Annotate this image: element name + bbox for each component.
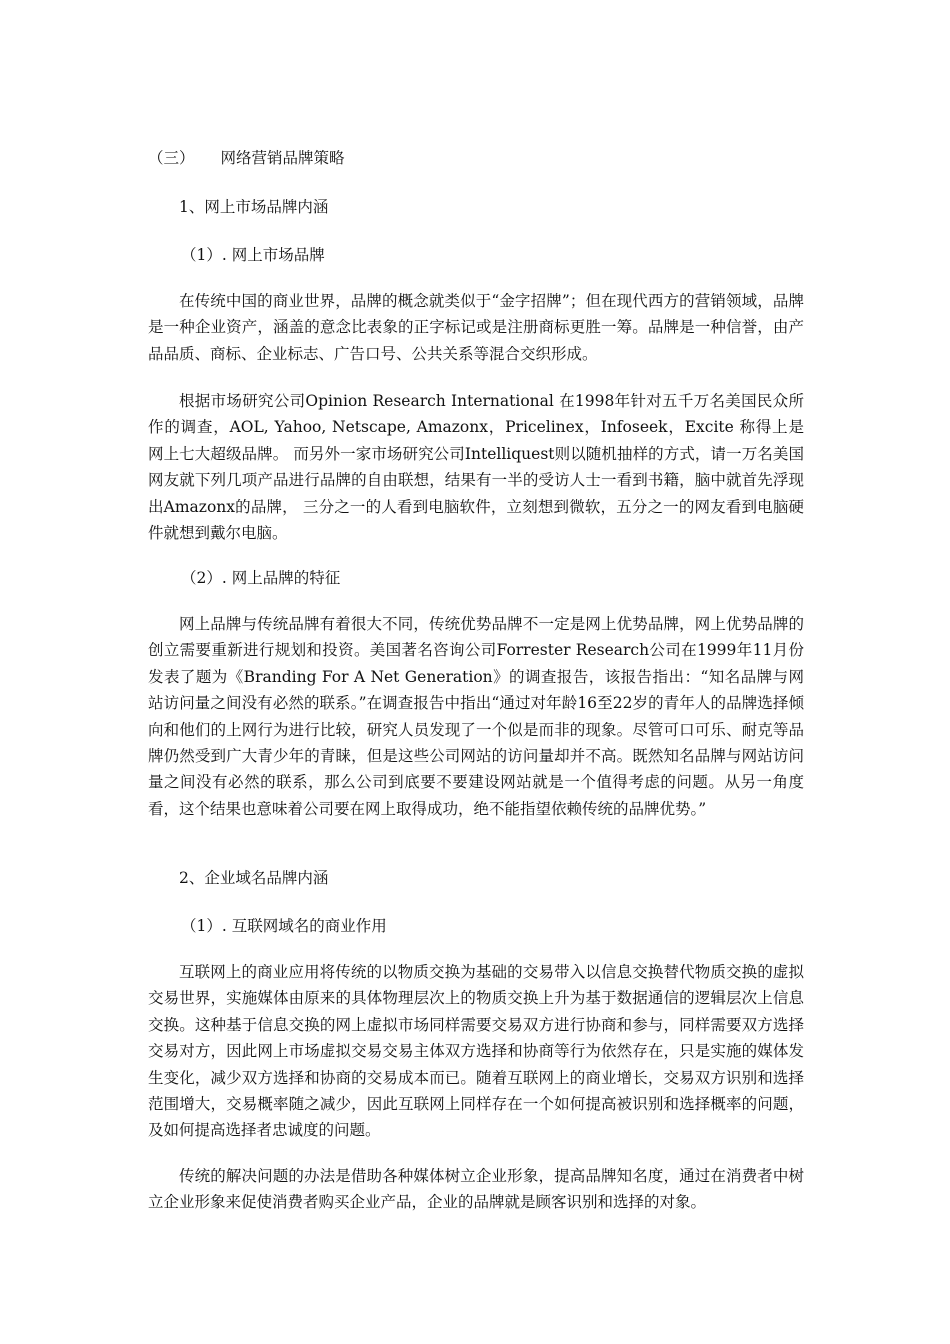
paragraph-4: 互联网上的商业应用将传统的以物质交换为基础的交易带入以信息交换替代物质交换的虚拟交易世界，实施媒体由原来的具体物理层次上的物质交换上升为基于数据通信的逻辑层次上信息交换。这种基于信息交换的网上虚拟市场同样需要交易双方进行协商和参与，同样需要双方选择交易对方，因此网上市场虚拟交易交易主体双方选择和协商等行为依然存在，只是实施的媒体发生变化，减少双方选择和协商的交易成本而已。随着互联网上的商业增长，交易双方识别和选择范围增大，交易概率随之减少，因此互联网上同样存在一个如何提高被识别和选择概率的问题，及如何提高选择者忠诚度的问题。 bbox=[148, 963, 804, 1140]
paragraph-5: 传统的解决问题的办法是借助各种媒体树立企业形象，提高品牌知名度，通过在消费者中树立企业形象来促使消费者购买企业产品，企业的品牌就是顾客识别和选择的对象。 bbox=[148, 1167, 804, 1212]
subheading-2: 2、企业域名品牌内涵 bbox=[179, 869, 329, 887]
paragraph-1: 在传统中国的商业世界，品牌的概念就类似于“金字招牌”；但在现代西方的营销领域，品牌是一种企业资产，涵盖的意念比表象的正字标记或是注册商标更胜一筹。品牌是一种信誉，由产品品质、商标、企业标志、广告口号、公共关系等混合交织形成。 bbox=[148, 292, 804, 363]
section-heading bbox=[148, 146, 345, 168]
section-number: （三） bbox=[148, 149, 195, 167]
subheading-2-1: （1）. 互联网域名的商业作用 bbox=[181, 917, 387, 935]
subheading-1-2: （2）. 网上品牌的特征 bbox=[181, 569, 341, 587]
subheading-1: 1、网上市场品牌内涵 bbox=[179, 198, 329, 216]
paragraph-2: 根据市场研究公司Opinion Research International 在1998年针对五千万名美国民众所作的调查，AOL, Yahoo, Netscape, Amazonx，Pricelinex，Infoseek，Excite 称得上是网上七大超级品牌。 而另外一家市场研究公司Intelliquest则以随机抽样的方式，请一万名美国网友就下列几项产品进行品牌的自由联想，结果有一半的受访人士一看到书籍，脑中就首先浮现出Amazonx的品牌， 三分之一的人看到电脑软件，立刻想到微软，五分之一的网友看到电脑硬件就想到戴尔电脑。 bbox=[148, 392, 804, 543]
section-title: 网络营销品牌策略 bbox=[220, 149, 345, 167]
subheading-1-1: （1）. 网上市场品牌 bbox=[181, 246, 325, 264]
paragraph-3: 网上品牌与传统品牌有着很大不同，传统优势品牌不一定是网上优势品牌，网上优势品牌的创立需要重新进行规划和投资。美国著名咨询公司Forrester Research公司在1999年11月份发表了题为《Branding For A Net Generation》的调查报告，该报告指出：“知名品牌与网站访问量之间没有必然的联系。”在调查报告中指出“通过对年龄16至22岁的青年人的品牌选择倾向和他们的上网行为进行比较，研究人员发现了一个似是而非的现象。尽管可口可乐、耐克等品牌仍然受到广大青少年的青睐，但是这些公司网站的访问量却并不高。既然知名品牌与网站访问量之间没有必然的联系，那么公司到底要不要建设网站就是一个值得考虑的问题。从另一角度看，这个结果也意味着公司要在网上取得成功，绝不能指望依赖传统的品牌优势。” bbox=[148, 615, 804, 818]
